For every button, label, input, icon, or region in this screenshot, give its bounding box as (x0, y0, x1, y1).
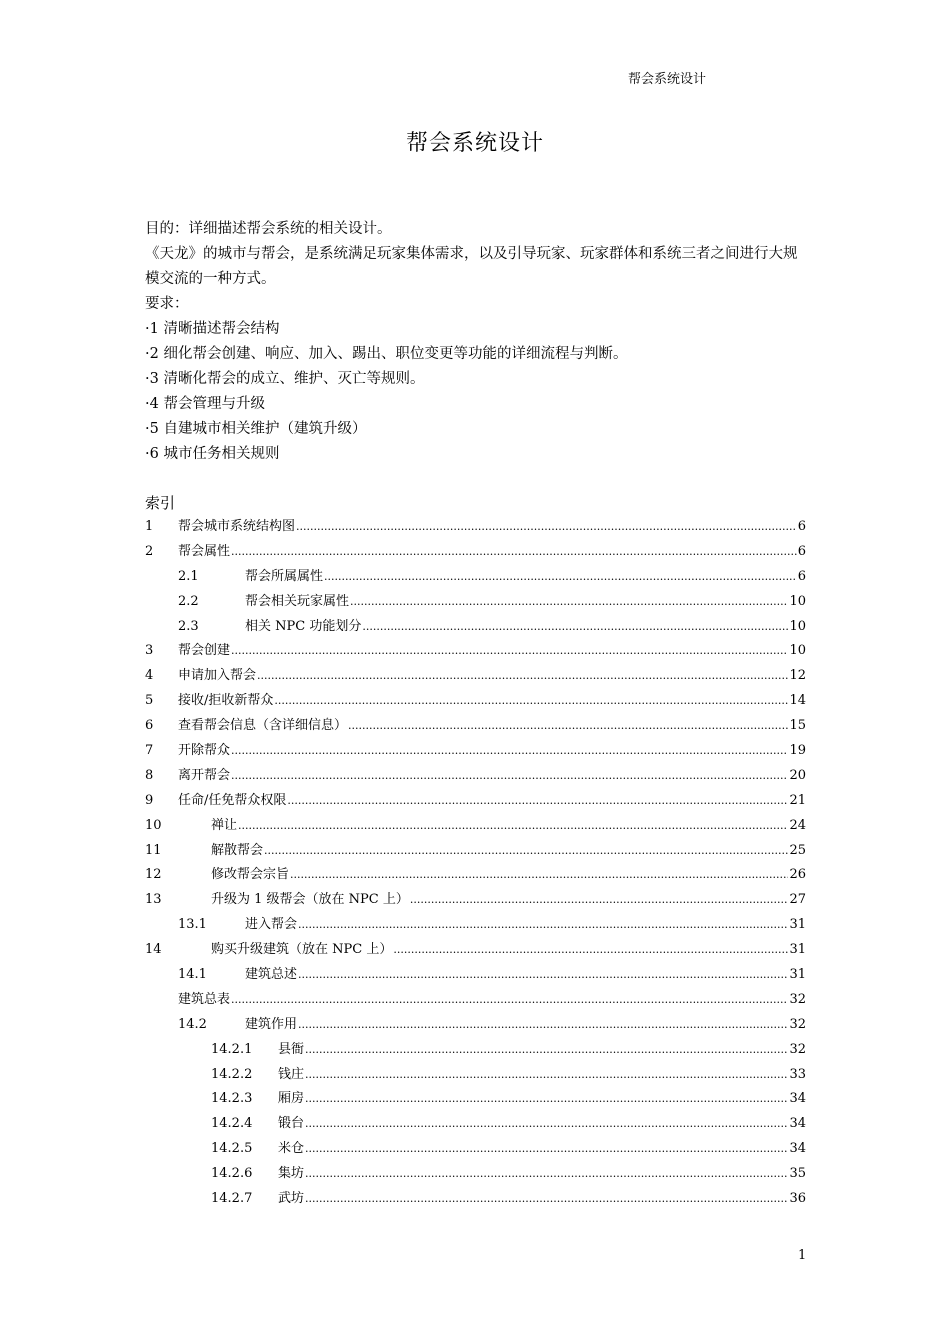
requirement-item: ·2 细化帮会创建、响应、加入、踢出、职位变更等功能的详细流程与判断。 (145, 346, 628, 362)
toc-entry-page: 32 (789, 991, 806, 1007)
toc-entry-page: 32 (789, 1016, 806, 1032)
requirement-item: ·6 城市任务相关规则 (145, 446, 280, 462)
toc-entry-page: 27 (789, 892, 806, 908)
toc-entry-title: 相关 NPC 功能划分 (245, 618, 362, 634)
toc-entry-page: 6 (797, 543, 806, 559)
toc-entry-title: 接收/拒收新帮众 (178, 693, 274, 709)
toc-entry[interactable] (145, 1162, 806, 1187)
toc-entry[interactable] (145, 540, 806, 565)
toc-entry-title: 建筑总述 (245, 967, 298, 983)
toc-leader-dots (287, 789, 788, 814)
toc-entry[interactable] (145, 590, 806, 615)
toc-entry[interactable] (145, 1187, 806, 1212)
description-paragraph: 《天龙》的城市与帮会，是系统满足玩家集体需求，以及引导玩家、玩家群体和系统三者之间进行大规模交流的一种方式。 (145, 246, 798, 287)
toc-entry-page: 31 (789, 942, 806, 958)
toc-leader-dots (298, 1013, 788, 1038)
toc-leader-dots (305, 1063, 788, 1088)
toc-entry-title: 米仓 (278, 1141, 305, 1157)
toc-entry-page: 10 (789, 643, 806, 659)
toc-entry-number: 2.3 (178, 618, 199, 634)
toc-entry-number: 14 (145, 942, 162, 958)
toc-entry-page: 14 (789, 693, 806, 709)
toc-entry-page: 36 (789, 1191, 806, 1207)
toc-entry-number: 14.2.5 (211, 1141, 253, 1157)
toc-entry-number: 14.1 (178, 967, 207, 983)
toc-leader-dots (410, 888, 789, 913)
toc-entry-title: 武坊 (278, 1191, 305, 1207)
toc-entry[interactable] (145, 565, 806, 590)
toc-entry-page: 32 (789, 1041, 806, 1057)
toc-leader-dots (257, 664, 788, 689)
toc-entry-title: 帮会所属属性 (245, 568, 324, 584)
toc-leader-dots (305, 1137, 788, 1162)
toc-entry[interactable] (145, 1038, 806, 1063)
requirement-item: ·4 帮会管理与升级 (145, 396, 265, 412)
toc-entry-number: 14.2 (178, 1016, 207, 1032)
toc-leader-dots (362, 615, 788, 640)
toc-entry-title: 查看帮会信息（含详细信息） (178, 718, 348, 734)
toc-entry[interactable] (145, 1112, 806, 1137)
toc-entry-number: 4 (145, 668, 154, 684)
toc-entry-number: 11 (145, 842, 162, 858)
toc-entry-page: 34 (789, 1141, 806, 1157)
toc-entry-number: 14.2.6 (211, 1166, 253, 1182)
toc-leader-dots (231, 764, 788, 789)
toc-entry-page: 6 (797, 568, 806, 584)
running-header: 帮会系统设计 (628, 72, 707, 87)
toc-entry-title: 建筑作用 (245, 1016, 298, 1032)
toc-leader-dots (231, 739, 788, 764)
toc-entry[interactable] (145, 988, 806, 1013)
toc-leader-dots (350, 590, 788, 615)
toc-leader-dots (305, 1187, 788, 1212)
toc-entry-page: 34 (789, 1116, 806, 1132)
toc-entry-page: 35 (789, 1166, 806, 1182)
toc-leader-dots (305, 1162, 788, 1187)
toc-entry-title: 帮会相关玩家属性 (245, 593, 350, 609)
toc-entry-title: 钱庄 (278, 1066, 305, 1082)
toc-entry-title: 锻台 (278, 1116, 305, 1132)
toc-entry-page: 20 (789, 767, 806, 783)
toc-entry-number: 13 (145, 892, 162, 908)
toc-entry[interactable] (145, 739, 806, 764)
toc-entry-page: 6 (797, 519, 806, 534)
toc-entry-number: 5 (145, 693, 154, 709)
toc-entry[interactable] (145, 615, 806, 640)
toc-leader-dots (231, 639, 788, 664)
requirement-item: ·1 清晰描述帮会结构 (145, 321, 280, 337)
toc-entry-number: 12 (145, 867, 162, 883)
toc-entry[interactable] (145, 714, 806, 739)
toc-entry-title: 帮会城市系统结构图 (178, 519, 296, 534)
toc-entry-title: 厢房 (278, 1091, 305, 1107)
toc-leader-dots (324, 565, 797, 590)
toc-leader-dots (305, 1087, 788, 1112)
toc-entry-title: 帮会属性 (178, 543, 231, 559)
toc-entry-title: 建筑总表 (178, 991, 231, 1007)
toc-entry[interactable] (145, 938, 806, 963)
toc-entry[interactable] (145, 814, 806, 839)
toc-entry-page: 15 (789, 718, 806, 734)
toc-entry-page: 24 (789, 817, 806, 833)
toc-leader-dots (264, 839, 788, 864)
toc-entry[interactable] (145, 639, 806, 664)
toc-entry-title: 购买升级建筑（放在 NPC 上） (211, 942, 393, 958)
purpose-line: 目的：详细描述帮会系统的相关设计。 (145, 221, 392, 237)
table-of-contents (145, 515, 806, 1212)
toc-entry-page: 33 (789, 1066, 806, 1082)
toc-entry[interactable] (145, 1013, 806, 1038)
toc-entry-number: 9 (145, 792, 154, 808)
toc-entry[interactable] (145, 689, 806, 714)
toc-entry[interactable] (145, 839, 806, 864)
toc-entry-title: 修改帮会宗旨 (211, 867, 290, 883)
toc-entry-number: 2.1 (178, 568, 199, 584)
toc-leader-dots (296, 515, 797, 540)
toc-leader-dots (393, 938, 788, 963)
toc-leader-dots (298, 963, 788, 988)
toc-entry-number: 10 (145, 817, 162, 833)
toc-entry[interactable] (145, 1087, 806, 1112)
requirements-label: 要求： (145, 296, 189, 312)
toc-entry-number: 2 (145, 543, 154, 559)
toc-leader-dots (238, 814, 788, 839)
toc-entry-number: 3 (145, 643, 154, 659)
toc-entry-title: 进入帮会 (245, 917, 298, 933)
toc-entry[interactable] (145, 963, 806, 988)
toc-entry-title: 离开帮会 (178, 767, 231, 783)
toc-entry-number: 13.1 (178, 917, 207, 933)
toc-entry-number: 14.2.1 (211, 1041, 253, 1057)
toc-entry-title: 升级为 1 级帮会（放在 NPC 上） (211, 892, 409, 908)
toc-entry-title: 县衙 (278, 1041, 305, 1057)
toc-entry-title: 禅让 (211, 817, 238, 833)
toc-entry-number: 14.2.3 (211, 1091, 253, 1107)
toc-entry-page: 10 (789, 618, 806, 634)
toc-entry-page: 12 (789, 668, 806, 684)
toc-entry-page: 31 (789, 967, 806, 983)
toc-leader-dots (290, 863, 788, 888)
toc-leader-dots (231, 988, 788, 1013)
toc-entry[interactable] (145, 764, 806, 789)
toc-leader-dots (305, 1112, 788, 1137)
toc-entry-page: 10 (789, 593, 806, 609)
toc-leader-dots (348, 714, 788, 739)
toc-entry-number: 14.2.2 (211, 1066, 253, 1082)
toc-entry[interactable] (145, 913, 806, 938)
document-title: 帮会系统设计 (405, 131, 544, 156)
toc-entry-title: 集坊 (278, 1166, 305, 1182)
toc-leader-dots (274, 689, 788, 714)
toc-leader-dots (231, 540, 797, 565)
page-number: 1 (798, 1248, 807, 1263)
requirement-item: ·3 清晰化帮会的成立、维护、灭亡等规则。 (145, 371, 425, 387)
toc-heading: 索引 (145, 494, 176, 512)
toc-entry-title: 帮会创建 (178, 643, 231, 659)
toc-entry[interactable] (145, 664, 806, 689)
toc-entry-title: 开除帮众 (178, 743, 231, 759)
toc-entry-number: 7 (145, 743, 154, 759)
toc-leader-dots (298, 913, 788, 938)
toc-entry-page: 34 (789, 1091, 806, 1107)
intro-section (145, 217, 810, 467)
toc-entry-page: 21 (789, 792, 806, 808)
toc-entry-page: 26 (789, 867, 806, 883)
toc-entry-page: 31 (789, 917, 806, 933)
toc-entry[interactable] (145, 789, 806, 814)
toc-entry-title: 申请加入帮会 (178, 668, 257, 684)
toc-entry-number: 2.2 (178, 593, 199, 609)
toc-entry-title: 任命/任免帮众权限 (178, 792, 287, 808)
toc-leader-dots (305, 1038, 788, 1063)
toc-entry-number: 6 (145, 718, 154, 734)
toc-entry-title: 解散帮会 (211, 842, 264, 858)
toc-entry-number: 1 (145, 519, 154, 534)
toc-entry-page: 19 (789, 743, 806, 759)
toc-entry-page: 25 (789, 842, 806, 858)
toc-entry-number: 14.2.4 (211, 1116, 253, 1132)
toc-entry[interactable] (145, 863, 806, 888)
toc-entry-number: 8 (145, 767, 154, 783)
requirement-item: ·5 自建城市相关维护（建筑升级） (145, 421, 367, 437)
toc-entry[interactable] (145, 515, 806, 540)
toc-entry[interactable] (145, 1063, 806, 1088)
toc-entry[interactable] (145, 1137, 806, 1162)
toc-entry-number: 14.2.7 (211, 1191, 253, 1207)
toc-entry[interactable] (145, 888, 806, 913)
